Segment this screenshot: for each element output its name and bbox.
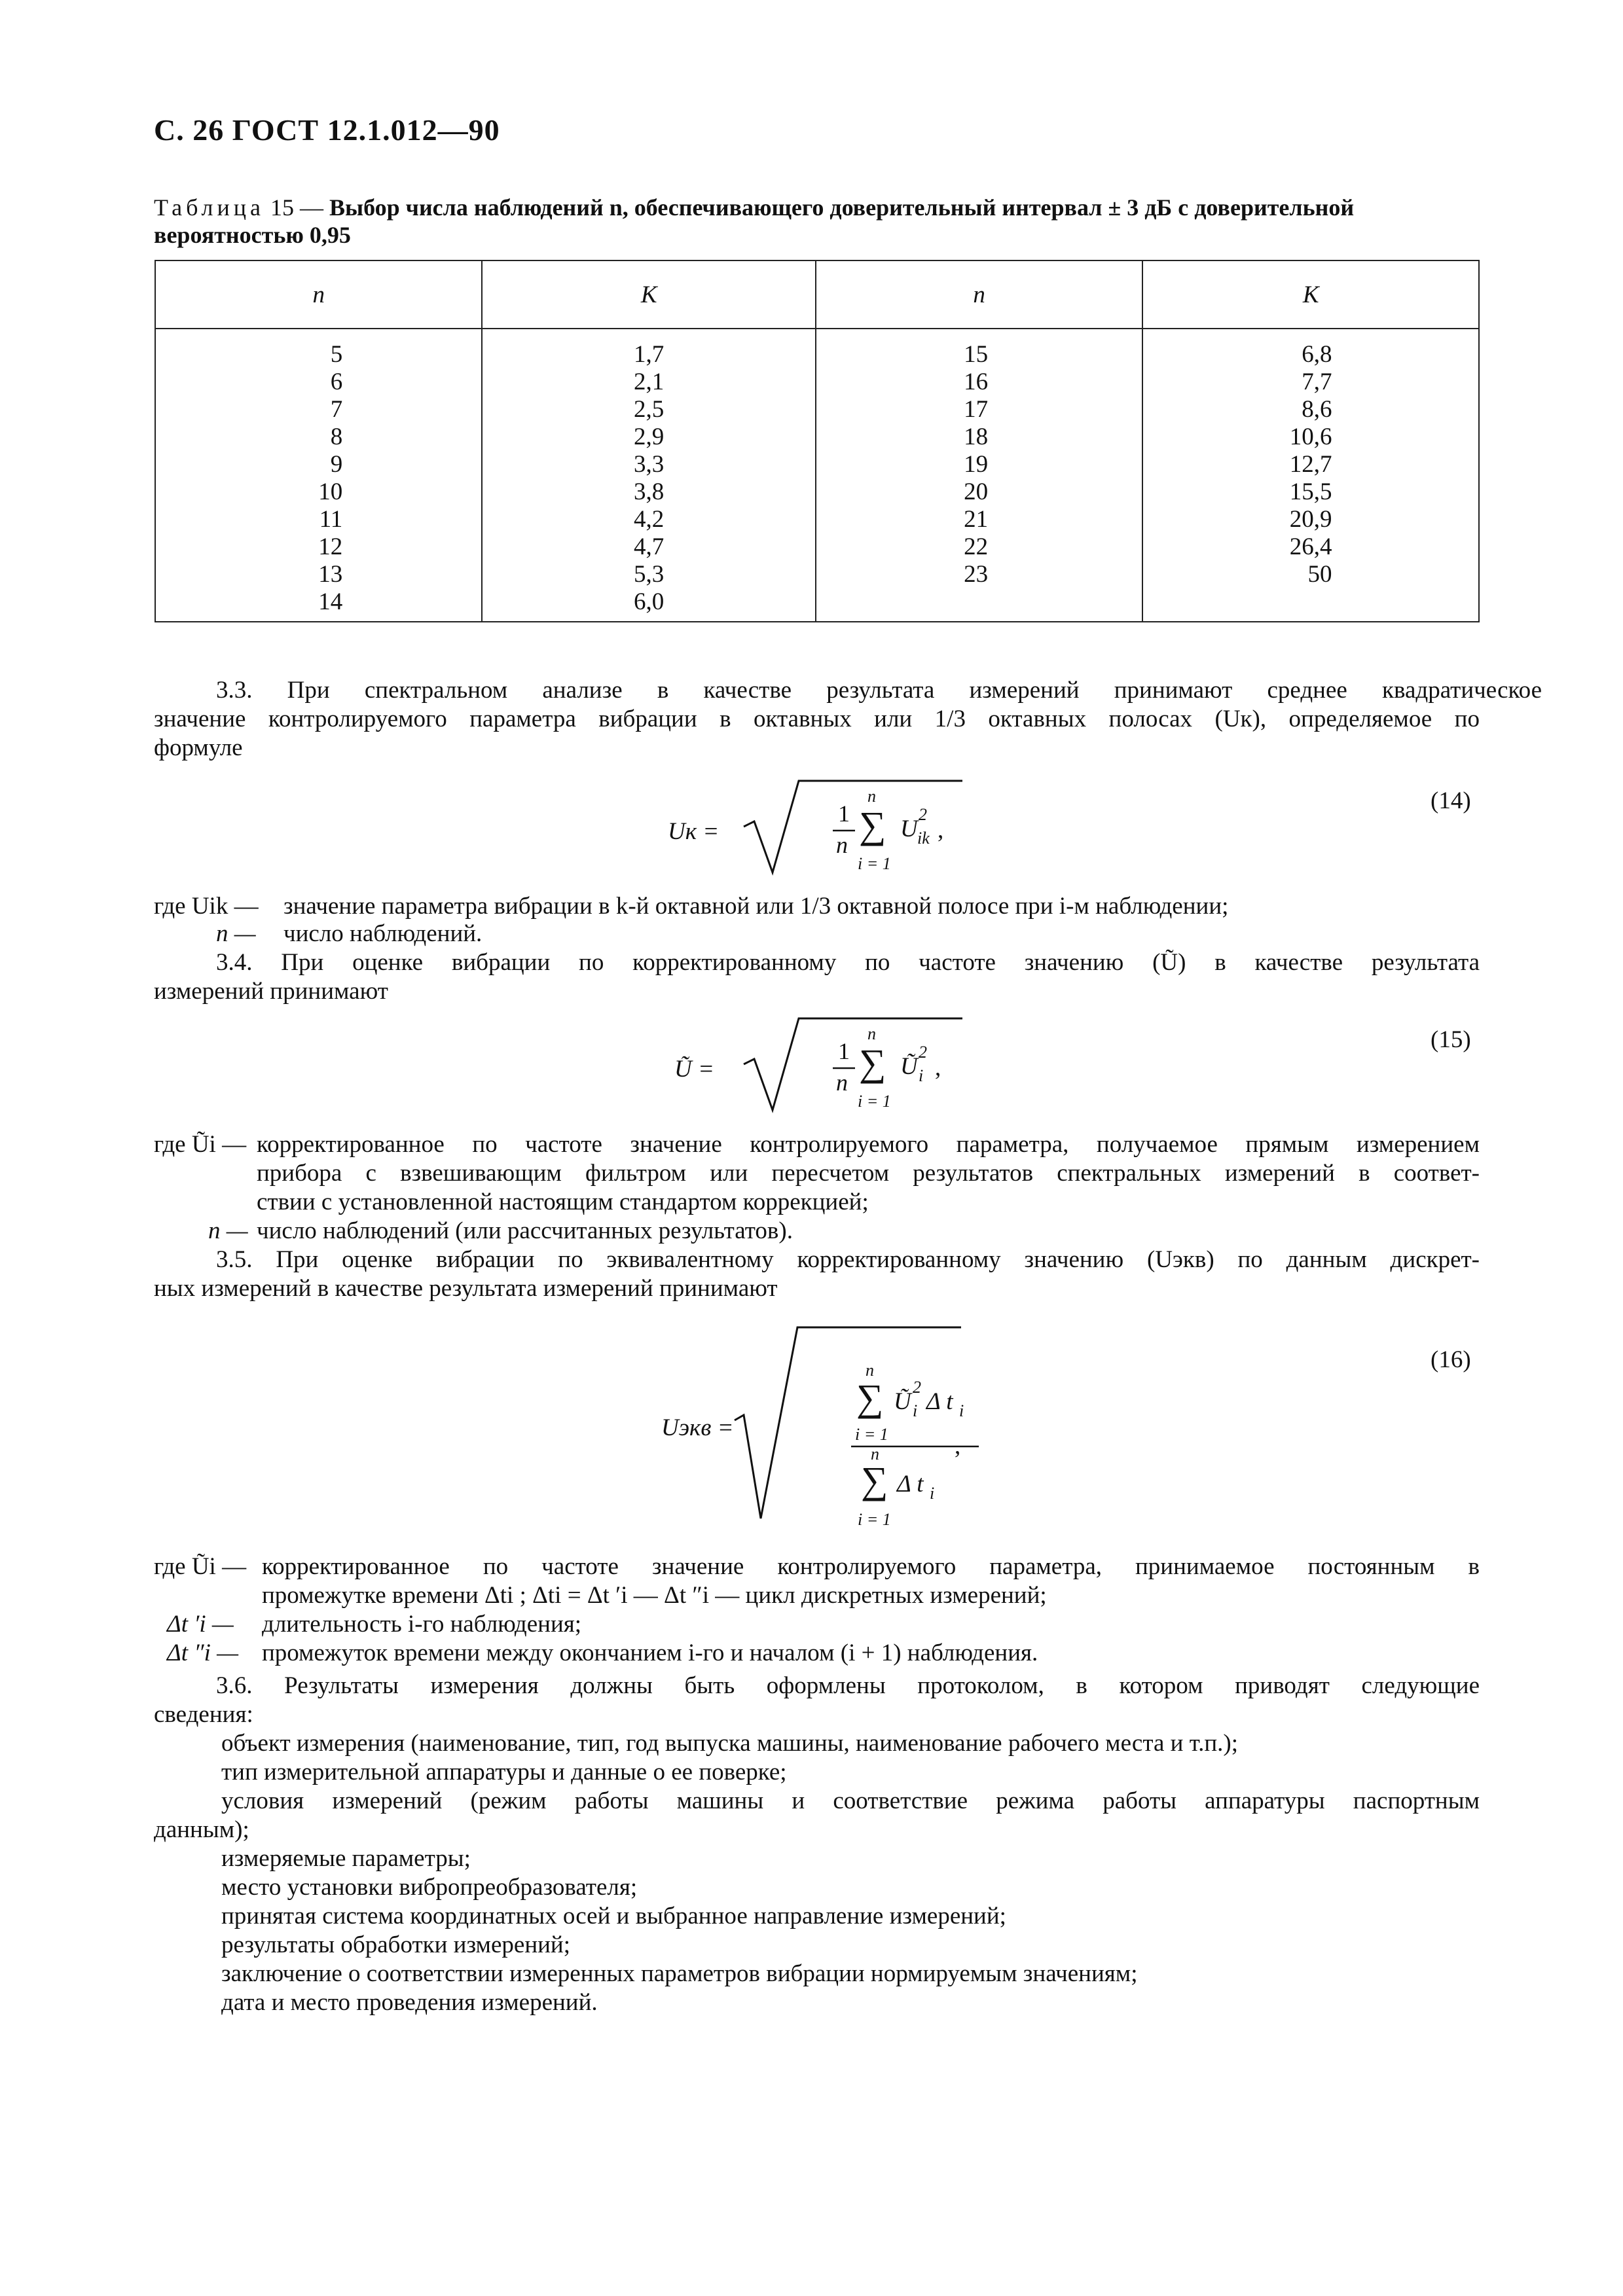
k-left-cell: 1,7 xyxy=(634,341,665,368)
where16-g2: Δt ′i — xyxy=(167,1611,234,1638)
p36-item: результаты обработки измерений; xyxy=(221,1931,570,1958)
k-left-cell: 4,2 xyxy=(634,506,665,533)
n-left-cell: 10 xyxy=(318,478,343,505)
p33-line2: значение контролируемого параметра вибрации в октавных или 1/3 октавных полосах (Uк), определяемое по xyxy=(154,706,1480,732)
where15-t1b: прибора с взвешивающим фильтром или пересчетом результатов спектральных измерений в соответ- xyxy=(257,1160,1480,1187)
p35-line2: ных измерений в качестве результата измерений принимают xyxy=(154,1275,778,1302)
k-left-cell: 2,1 xyxy=(634,368,665,395)
table-caption xyxy=(154,194,1463,249)
f16-comma: , xyxy=(955,1433,961,1460)
n-right-cell: 21 xyxy=(964,506,989,533)
n-right-cell: 17 xyxy=(964,396,989,423)
f14-term: U xyxy=(900,816,918,842)
where15-g2: n — xyxy=(208,1217,248,1244)
k-right-cell: 50 xyxy=(1307,561,1332,588)
f16-den-top: n xyxy=(871,1444,879,1463)
p36-item: тип измерительной аппаратуры и данные о ее поверке; xyxy=(221,1759,787,1785)
p33-line3: формуле xyxy=(154,734,243,761)
n-left-cell: 9 xyxy=(330,451,343,478)
p36-line1: 3.6. Результаты измерения должны быть оформлены протоколом, в котором приводят следующие xyxy=(216,1672,1480,1699)
p36-item: место установки вибропреобразователя; xyxy=(221,1874,638,1901)
f14-comma: , xyxy=(938,817,944,844)
header-n-left: n xyxy=(155,260,482,329)
where16-t1a: корректированное по частоте значение контролируемого параметра, принимаемое постоянным в xyxy=(262,1553,1480,1580)
k-right-cell: 6,8 xyxy=(1302,341,1332,368)
page-header: С. 26 ГОСТ 12.1.012—90 xyxy=(154,113,500,147)
where15-t2: число наблюдений (или рассчитанных результатов). xyxy=(257,1217,793,1244)
where15-t1c: ствии с установленной настоящим стандартом коррекцией; xyxy=(257,1189,869,1215)
k-right-cell: 8,6 xyxy=(1302,396,1332,423)
p36-item: условия измерений (режим работы машины и соответствие режима работы аппаратуры паспортным xyxy=(221,1787,1480,1814)
header-k-left: K xyxy=(482,260,815,329)
where15-g1: где Ũi — xyxy=(154,1131,247,1158)
f15-lhs: Ũ = xyxy=(674,1056,714,1083)
table-header-row xyxy=(155,260,1479,329)
k-right-cell: 12,7 xyxy=(1289,451,1332,478)
n-right-cell: 18 xyxy=(964,423,989,450)
n-right-cell: 22 xyxy=(964,533,989,560)
k-right-cell: 15,5 xyxy=(1289,478,1332,505)
f15-sigma: ∑ xyxy=(859,1041,886,1084)
f15-n: n xyxy=(836,1069,848,1096)
k-left-cell: 2,9 xyxy=(634,423,665,450)
p34-line2: измерений принимают xyxy=(154,978,388,1005)
k-right-cell: 20,9 xyxy=(1289,506,1332,533)
f15-sup: 2 xyxy=(919,1043,927,1062)
f16-den-delta: Δ t xyxy=(897,1471,924,1498)
f14-sup: 2 xyxy=(919,805,927,824)
k-left-cell: 3,3 xyxy=(634,451,665,478)
where14-g2: n — xyxy=(216,920,256,947)
k-right-cell: 7,7 xyxy=(1302,368,1332,395)
k-right-cell: 10,6 xyxy=(1289,423,1332,450)
f16-sum-top: n xyxy=(866,1361,874,1380)
p33-line1: 3.3. При спектральном анализе в качестве результата измерений принимают среднее квадратическое xyxy=(216,677,1542,704)
n-right-cell: 15 xyxy=(964,341,989,368)
k-left-cell: 5,3 xyxy=(634,561,665,588)
col-n-left xyxy=(155,329,482,622)
header-n-right: n xyxy=(816,260,1142,329)
k-left-cell: 3,8 xyxy=(634,478,665,505)
eq-number-16: (16) xyxy=(1431,1346,1471,1373)
header-k-right: K xyxy=(1142,260,1479,329)
p35-line1: 3.5. При оценке вибрации по эквивалентному корректированному значению (Uэкв) по данным дискрет- xyxy=(216,1246,1480,1273)
f16-lhs: Uэкв = xyxy=(661,1414,734,1441)
k-left-cell: 4,7 xyxy=(634,533,665,560)
f16-num-delta: Δ t xyxy=(926,1388,953,1415)
f14-lhs: Uк = xyxy=(668,818,720,845)
f16-num-sub: i xyxy=(913,1401,918,1420)
where16-t3: промежуток времени между окончанием i-го и началом (i + 1) наблюдения. xyxy=(262,1640,1038,1666)
p36-item: измеряемые параметры; xyxy=(221,1845,471,1872)
eq-number-15: (15) xyxy=(1431,1026,1471,1053)
f14-sum-bottom: i = 1 xyxy=(858,854,891,873)
f14-sub: ik xyxy=(917,829,930,848)
n-right-cell: 16 xyxy=(964,368,989,395)
eq-number-14: (14) xyxy=(1431,787,1471,814)
f15-sum-bottom: i = 1 xyxy=(858,1092,891,1111)
where16-t1b: промежутке времени Δti ; Δti = Δt ′i — Δt ″i — цикл дискретных измерений; xyxy=(262,1582,1047,1609)
data-table xyxy=(155,260,1480,622)
f16-sigma-den: ∑ xyxy=(861,1459,888,1501)
f16-den-bottom: i = 1 xyxy=(858,1510,891,1529)
f15-term: Ũ xyxy=(900,1053,918,1080)
n-right-cell: 23 xyxy=(964,561,989,588)
p34-line1: 3.4. При оценке вибрации по корректированному по частоте значению (Ũ) в качестве результата xyxy=(216,949,1480,976)
f16-num-term: Ũ xyxy=(894,1388,911,1415)
f14-sum-top: n xyxy=(867,787,876,806)
k-left-cell: 6,0 xyxy=(634,588,665,615)
where14-t1: значение параметра вибрации в k-й октавной или 1/3 октавной полосе при i-м наблюдении; xyxy=(283,893,1229,920)
f16-den-delta-sub: i xyxy=(930,1484,935,1503)
f14-sigma: ∑ xyxy=(859,804,886,846)
f15-sub: i xyxy=(919,1066,924,1085)
where14-g1: где Uik — xyxy=(154,893,259,920)
table-body-row xyxy=(155,329,1479,622)
n-left-cell: 11 xyxy=(319,506,343,533)
f15-sum-top: n xyxy=(867,1024,876,1043)
p36-item: объект измерения (наименование, тип, год выпуска машины, наименование рабочего места и т.п.); xyxy=(221,1730,1238,1757)
col-k-right xyxy=(1142,329,1479,622)
where16-g3: Δt ″i — xyxy=(167,1640,239,1666)
p36-line2: сведения: xyxy=(154,1701,253,1728)
f14-one: 1 xyxy=(838,800,850,827)
p36-item: дата и место проведения измерений. xyxy=(221,1989,598,2016)
where16-t2: длительность i-го наблюдения; xyxy=(262,1611,582,1638)
n-right-cell: 20 xyxy=(964,478,989,505)
table-title-line1: Выбор числа наблюдений n, обеспечивающего доверительный интервал ± 3 дБ с доверительной xyxy=(329,194,1355,221)
n-left-cell: 7 xyxy=(330,396,343,423)
formula-16 xyxy=(661,1322,1002,1545)
formula-14 xyxy=(668,776,995,880)
f16-num-delta-sub: i xyxy=(959,1401,964,1420)
f15-one: 1 xyxy=(838,1038,850,1064)
table-title-line2: вероятностью 0,95 xyxy=(154,222,351,249)
n-left-cell: 13 xyxy=(318,561,343,588)
where16-g1: где Ũi — xyxy=(154,1553,247,1580)
n-left-cell: 8 xyxy=(330,423,343,450)
col-k-left xyxy=(482,329,815,622)
n-left-cell: 12 xyxy=(318,533,343,560)
f16-num-sup: 2 xyxy=(913,1378,921,1397)
col-n-right xyxy=(816,329,1142,622)
n-right-cell: 19 xyxy=(964,451,989,478)
f16-sum-bottom: i = 1 xyxy=(855,1425,888,1444)
where15-t1a: корректированное по частоте значение контролируемого параметра, получаемое прямым измерением xyxy=(257,1131,1480,1158)
f15-comma: , xyxy=(935,1054,941,1081)
k-left-cell: 2,5 xyxy=(634,396,665,423)
p36-item: заключение о соответствии измеренных параметров вибрации нормируемым значениям; xyxy=(221,1960,1138,1987)
f14-n: n xyxy=(836,832,848,858)
p36-item: принятая система координатных осей и выбранное направление измерений; xyxy=(221,1903,1006,1929)
table-number: 15 — xyxy=(270,194,323,221)
n-left-cell: 14 xyxy=(318,588,343,615)
f16-sigma-num: ∑ xyxy=(856,1376,884,1419)
f14-sqrt xyxy=(740,776,969,880)
n-left-cell: 6 xyxy=(330,368,343,395)
table-label: Таблица xyxy=(154,194,264,221)
formula-15 xyxy=(674,1013,1002,1118)
n-left-cell: 5 xyxy=(330,341,343,368)
p36-item: данным); xyxy=(154,1816,249,1843)
where14-t2: число наблюдений. xyxy=(283,920,483,947)
k-right-cell: 26,4 xyxy=(1289,533,1332,560)
